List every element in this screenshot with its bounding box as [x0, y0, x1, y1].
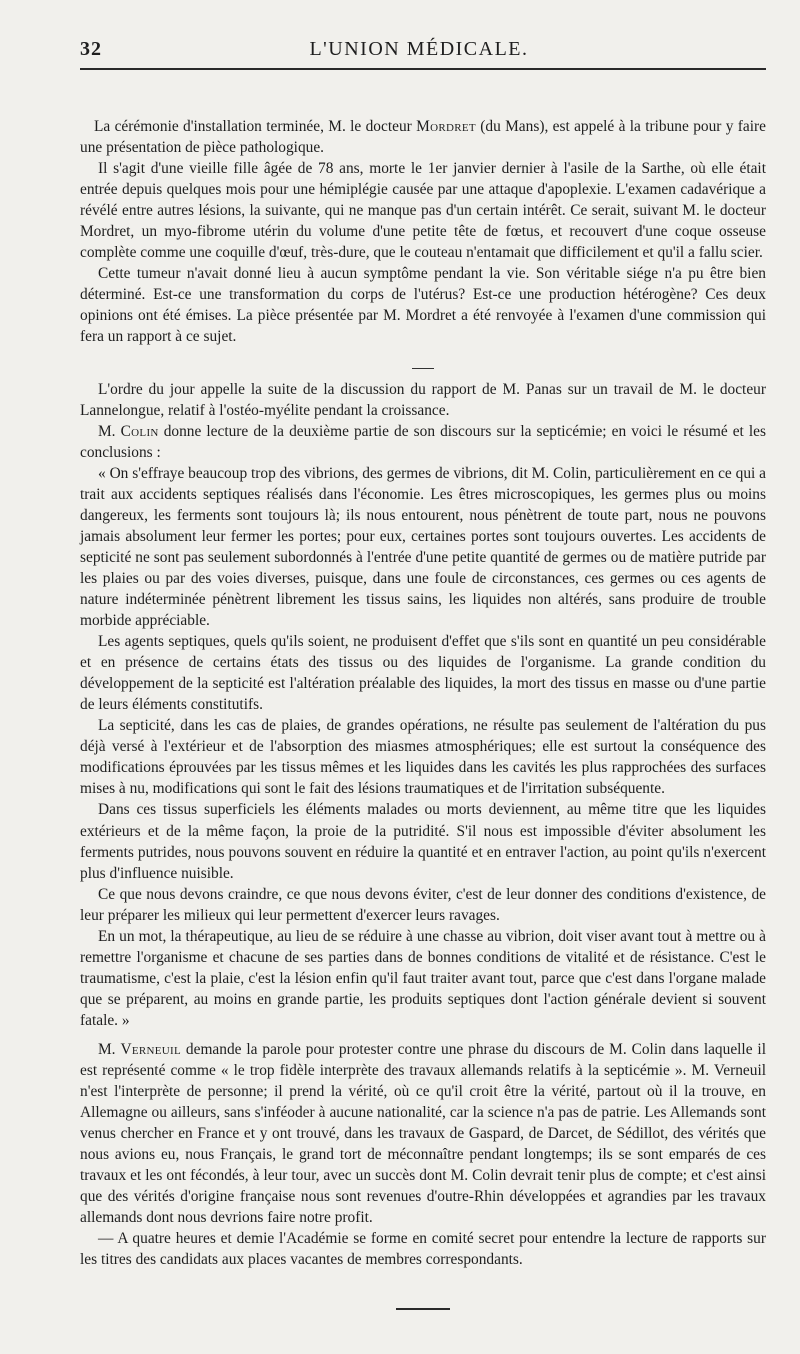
paragraph-quote-4: Dans ces tissus superficiels les éléments malades ou morts deviennent, au même titre que les liquides extérieurs et de la même façon, la proie de la putridité. S'il nous est impossible d'éviter absolument les ferments putrides, nous pouvons souvent en réduire la quantité et en entraver l'action, au point qu'ils n'exercent plus d'influence nuisible.	[80, 801, 766, 882]
paragraph-verneuil: M. Verneuil demande la parole pour protester contre une phrase du discours de M. Colin dans laquelle il est représenté comme « le trop fidèle interprète des travaux allemands relatifs à la septicémie ». M. Verneuil n'est l'interprète de personne; il prend la vérité, où ce qu'il croit être la vérité, partout où il la trouve, en Allemagne ou ailleurs, sans s'inféoder à aucune nationalité, car la science n'a pas de patrie. Les Allemands sont venus chercher en France et y ont trouvé, dans les travaux de Gaspard, de Darcet, de Sédillot, des vérités que nous avions eu, nous Français, le grand tort de méconnaître pendant longtemps; ils se sont emparés de ces travaux et les ont fécondés, à leur tour, avec un succès dont M. Colin devrait tenir plus de compte; et c'est ainsi que des vérités d'origine française nous sont revenues d'outre-Rhin développées et agrandies par les travaux allemands dont nous devrions faire notre profit.	[80, 1040, 766, 1227]
end-rule	[396, 1308, 450, 1310]
running-head: L'UNION MÉDICALE.	[309, 38, 529, 60]
paragraph-order-of-day: L'ordre du jour appelle la suite de la discussion du rapport de M. Panas sur un travail de M. le docteur Lannelongue, relatif à l'ostéo-myélite pendant la croissance.	[80, 380, 766, 419]
speaker-name: Mordret	[416, 118, 476, 135]
article-body	[80, 116, 766, 1310]
page-number: 32	[80, 38, 102, 60]
section-gap	[80, 348, 766, 368]
paragraph-quote-5: Ce que nous devons craindre, ce que nous devons éviter, c'est de leur donner des conditions d'existence, de leur préparer les milieux qui leur permettent d'exercer leurs ravages.	[80, 885, 766, 924]
paragraph-closing: — A quatre heures et demie l'Académie se forme en comité secret pour entendre la lecture de rapports sur les titres des candidats aux places vacantes de membres correspondants.	[80, 1230, 766, 1269]
paragraph-tumor-discussion: Cette tumeur n'avait donné lieu à aucun symptôme pendant la vie. Son véritable siége n'a pu être bien déterminé. Est-ce une transformation du corps de l'utérus? Est-ce une production hétérogène? Ces deux opinions ont été émises. La pièce présentée par M. Mordret a été renvoyée à l'examen d'une commission qui fera un rapport à ce sujet.	[80, 265, 766, 346]
paragraph-case-description: Il s'agit d'une vieille fille âgée de 78 ans, morte le 1er janvier dernier à l'asile de la Sarthe, où elle était entrée depuis quelques mois pour une hémiplégie causée par une attaque d'apoplexie. L'examen cadavérique a révélé entre autres lésions, la suivante, qui ne manque pas d'un certain intérêt. Ce serait, suivant M. le docteur Mordret, un myo-fibrome utérin du volume d'une petite tête de fœtus, et recouvert d'une coque osseuse complète comme une coquille d'œuf, très-dure, que le couteau n'entamait que difficilement et qu'il a fallu scier.	[80, 160, 766, 262]
paragraph-quote-2: Les agents septiques, quels qu'ils soient, ne produisent d'effet que s'ils sont en quantité un peu considérable et en présence de certains états des tissus ou des liquides de l'organisme. La grande condition du développement de la septicité est l'altération préalable des liquides, la mort des tissus en masse ou d'une partie de leurs éléments constitutifs.	[80, 633, 766, 714]
paragraph-installation: La cérémonie d'installation terminée, M. le docteur Mordret (du Mans), est appelé à la tribune pour y faire une présentation de pièce pathologique.	[80, 118, 766, 157]
speaker-name: Verneuil	[120, 1040, 182, 1058]
paragraph-quote-3: La septicité, dans les cas de plaies, de grandes opérations, ne résulte pas seulement de l'altération du pus déjà versé à l'extérieur et de l'absorption des miasmes atmosphériques; elle est surtout la conséquence des modifications éprouvées par les tissus mêmes et les liquides dans les cavités les plus rapprochées des surfaces mises à nu, modifications qui sont le fait des lésions traumatiques et de l'irritation subséquente.	[80, 717, 766, 798]
speaker-name: Colin	[120, 422, 159, 440]
paragraph-quote-6: En un mot, la thérapeutique, au lieu de se réduire à une chasse au vibrion, doit viser avant tout à mettre ou à remettre l'organisme et chacune de ses parties dans de bonnes conditions de vitalité et de résistance. C'est le traumatisme, c'est la plaie, c'est la lésion enfin qu'il faut traiter avant tout, parce que c'est dans l'organe malade que se préparent, au moins en grande partie, les produits septiques dont l'action générale devient si souvent fatale. »	[80, 927, 766, 1029]
paragraph-quote-1: « On s'effraye beaucoup trop des vibrions, des germes de vibrions, dit M. Colin, particulièrement en ce qui a trait aux accidents septiques réalisés dans l'économie. Les êtres microscopiques, les germes plus ou moins dangereux, les ferments sont toujours là; ils nous entourent, nous pénètrent de toute part, nous ne pouvons jamais absolument leur fermer les portes; pour eux, certaines portes sont toujours ouvertes. Les accidents de septicité ne sont pas seulement subordonnés à l'entrée d'une petite quantité de germes ou de matière putride par les plaies ou par des voies diverses, puisque, dans une foule de circonstances, ces germes ou ces agents de nature indéterminée pénètrent librement les tissus sains, les liquides non altérés, sans produire de trouble morbide appréciable.	[80, 464, 766, 630]
page-header	[80, 38, 766, 70]
paragraph-colin-intro: M. Colin donne lecture de la deuxième partie de son discours sur la septicémie; en voici le résumé et les conclusions :	[80, 422, 766, 461]
